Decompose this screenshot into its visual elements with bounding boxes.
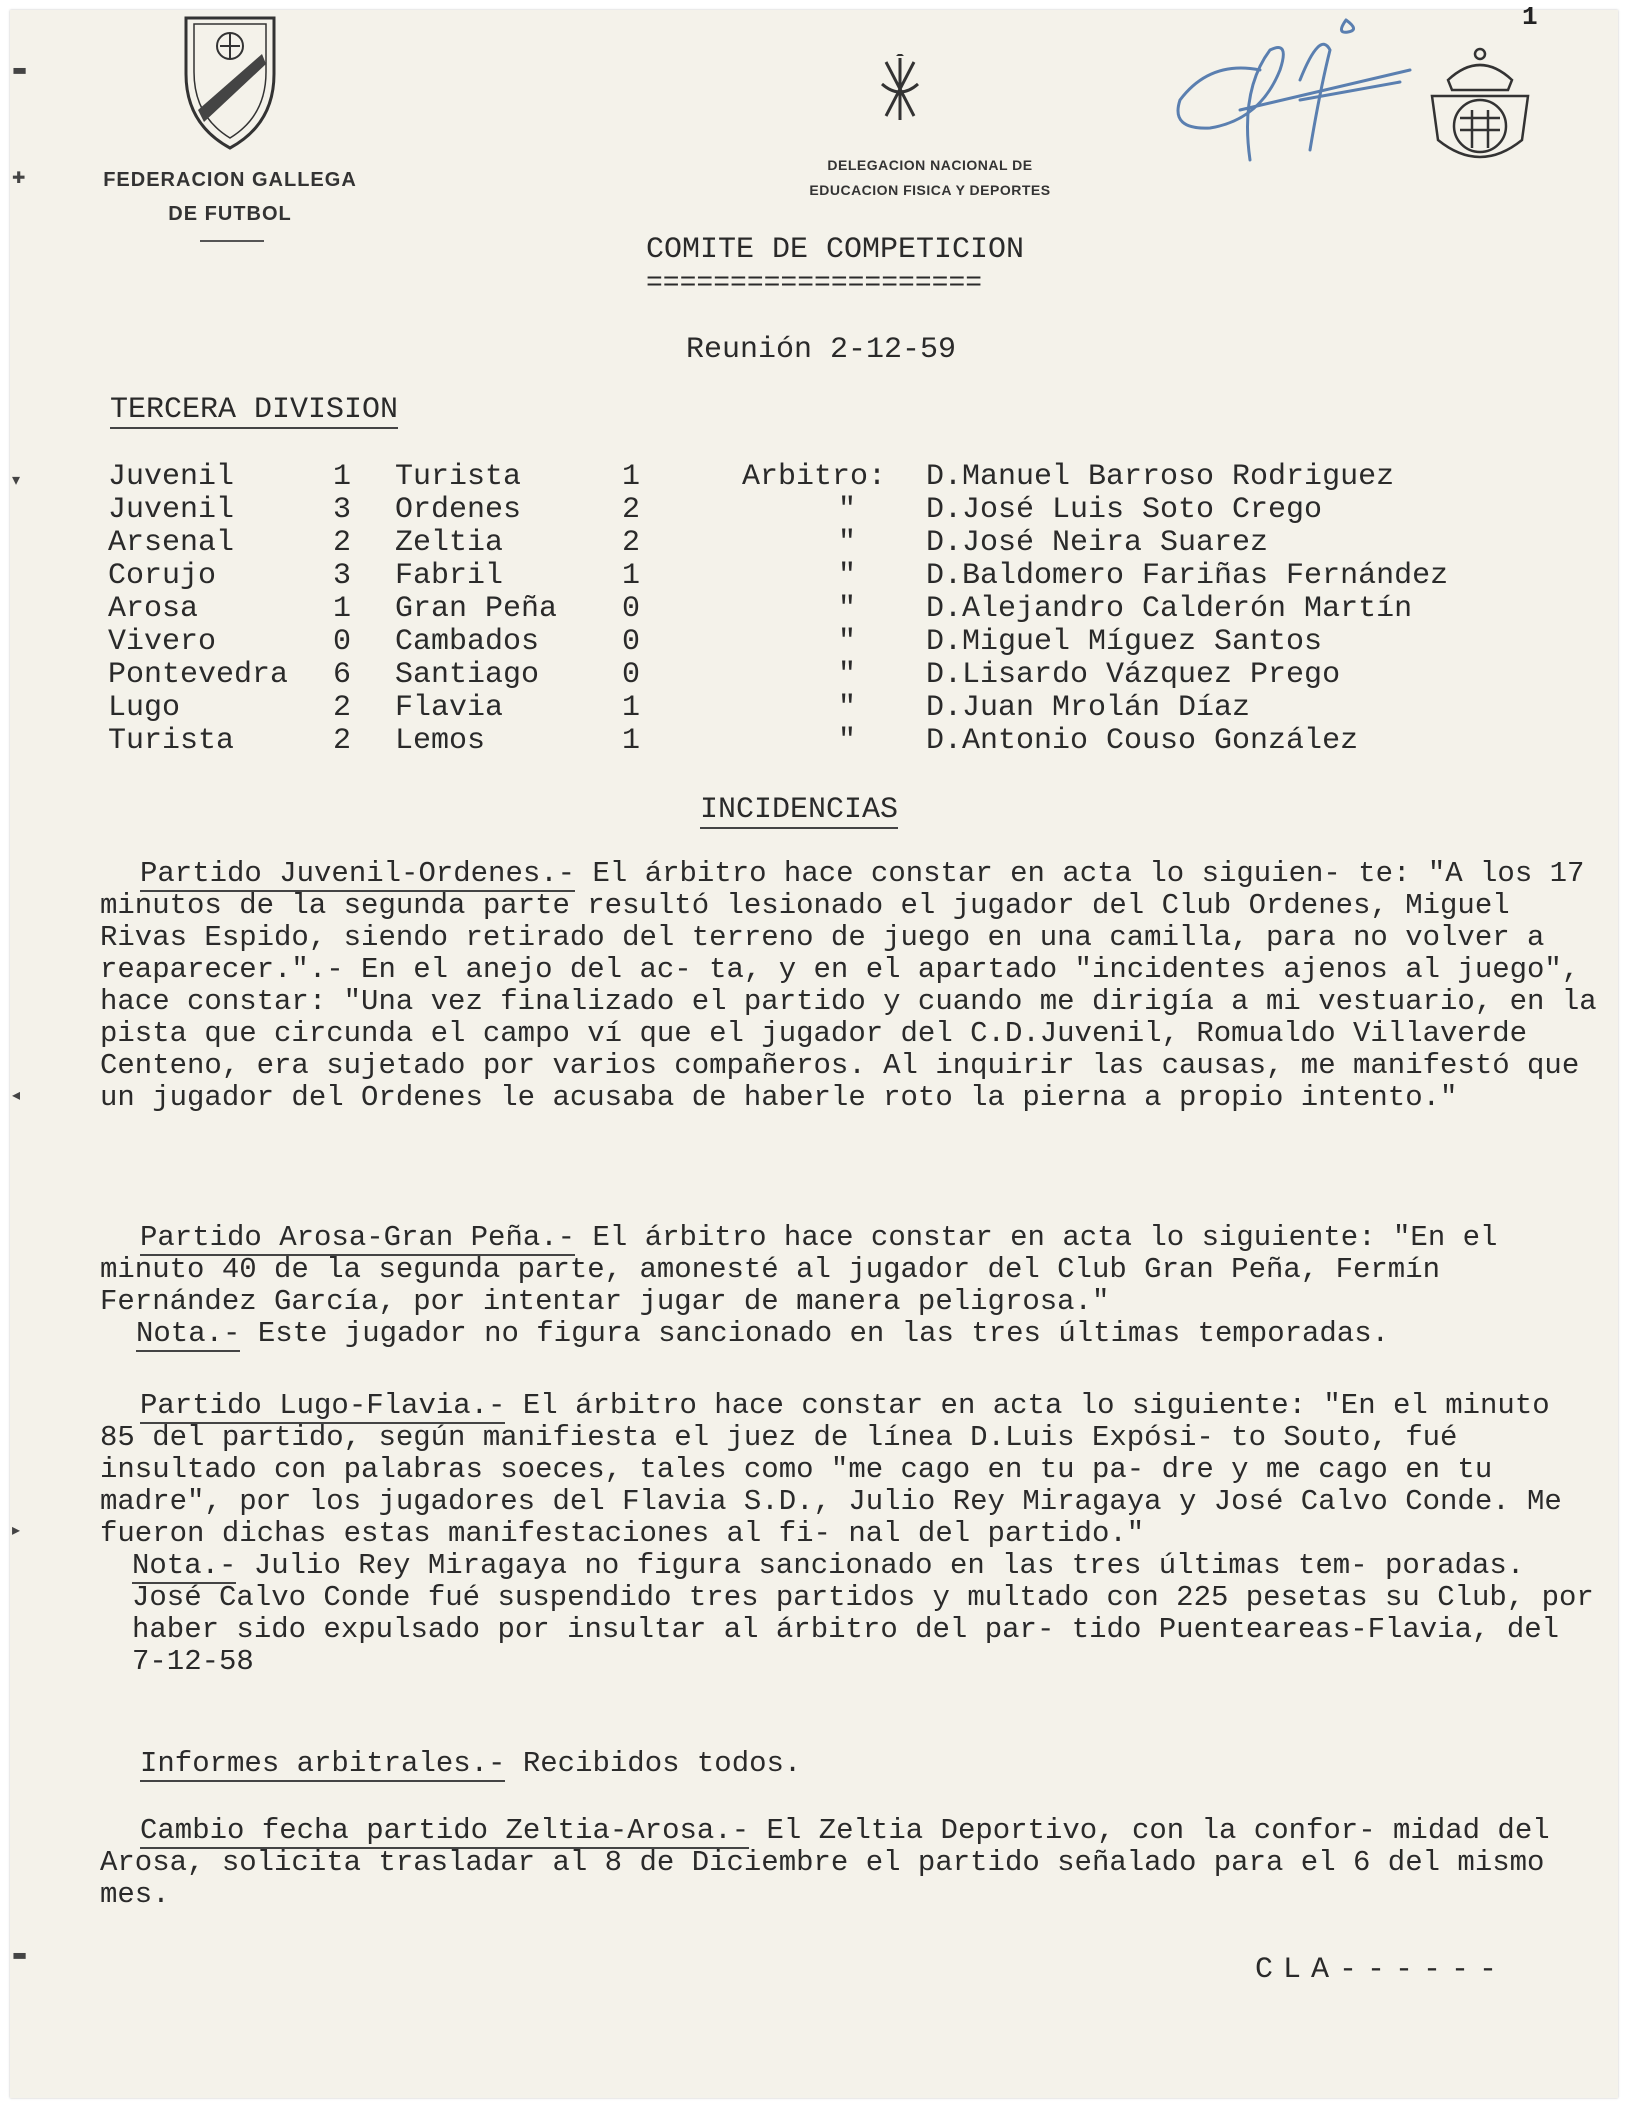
referee-label: " — [838, 691, 857, 725]
away-team: Santiago — [395, 658, 540, 692]
home-score: 1 — [333, 460, 352, 494]
page-number: 1 — [1522, 2, 1538, 32]
committee-title: COMITE DE COMPETICION — [646, 233, 1025, 267]
incident-text: El árbitro hace constar en acta lo siguiente: "En el minuto 40 de la segunda parte, amonesté al jugador del Club Gran Peña, Fermín Fernández García, por intentar jugar de manera peligrosa." — [100, 1221, 1498, 1318]
result-row — [0, 691, 1628, 724]
edge-mark: ◂ — [12, 1085, 21, 1104]
incidents-heading: INCIDENCIAS — [700, 793, 899, 827]
away-score: 0 — [622, 625, 641, 659]
home-team: Turista — [108, 724, 235, 758]
incident-date-change — [100, 1815, 1600, 1911]
incident-title: Informes arbitrales.- — [140, 1747, 506, 1780]
referee-label: " — [838, 526, 857, 560]
home-score: 3 — [333, 493, 352, 527]
incident-title: Partido Lugo-Flavia.- — [140, 1389, 506, 1422]
edge-mark: ▾ — [12, 470, 21, 489]
home-score: 6 — [333, 658, 352, 692]
delegation-name-line1: DELEGACION NACIONAL DE — [827, 157, 1033, 173]
referee-label: " — [838, 559, 857, 593]
referee-name: D.Lisardo Vázquez Prego — [926, 658, 1341, 692]
home-team: Vivero — [108, 625, 217, 659]
home-team: Lugo — [108, 691, 181, 725]
note-text: Este jugador no figura sancionado en las tres últimas temporadas. — [257, 1317, 1390, 1350]
title-rule: ==================== — [646, 268, 983, 299]
result-row — [0, 460, 1628, 493]
home-team: Juvenil — [108, 460, 235, 494]
edge-mark: ▬ — [12, 60, 28, 79]
referee-name: D.Baldomero Fariñas Fernández — [926, 559, 1449, 593]
home-team: Juvenil — [108, 493, 235, 527]
note-label: Nota.- — [132, 1549, 237, 1582]
incident-note — [100, 1550, 1600, 1678]
federation-divider — [200, 240, 264, 242]
referee-name: D.Antonio Couso González — [926, 724, 1359, 758]
referee-label: " — [838, 493, 857, 527]
handwritten-signature — [1150, 10, 1420, 185]
home-team: Arosa — [108, 592, 199, 626]
result-row — [0, 526, 1628, 559]
away-team: Cambados — [395, 625, 540, 659]
delegation-name-line2: EDUCACION FISICA Y DEPORTES — [809, 182, 1051, 198]
edge-mark: ▬ — [12, 1945, 28, 1964]
federation-name-line1: FEDERACION GALLEGA — [103, 169, 357, 191]
crowned-crest-logo — [1420, 40, 1540, 180]
result-row — [0, 592, 1628, 625]
away-team: Ordenes — [395, 493, 522, 527]
incident-title: Partido Juvenil-Ordenes.- — [140, 857, 576, 890]
home-score: 2 — [333, 724, 352, 758]
incident-text: Recibidos todos. — [522, 1747, 802, 1780]
yoke-arrows-emblem — [876, 54, 924, 124]
referee-name: D.Alejandro Calderón Martín — [926, 592, 1413, 626]
away-score: 1 — [622, 559, 641, 593]
incident-lugo-flavia — [100, 1390, 1600, 1678]
result-row — [0, 493, 1628, 526]
meeting-date: Reunión 2-12-59 — [686, 333, 957, 367]
edge-mark: ✚ — [12, 168, 26, 187]
edge-mark: ▸ — [12, 1520, 21, 1539]
away-score: 2 — [622, 493, 641, 527]
away-team: Lemos — [395, 724, 486, 758]
referee-label: " — [838, 724, 857, 758]
home-score: 0 — [333, 625, 352, 659]
incident-referee-reports — [100, 1748, 1600, 1780]
home-team: Corujo — [108, 559, 217, 593]
continuation-mark: CLA------ — [1255, 1953, 1508, 1987]
away-score: 2 — [622, 526, 641, 560]
referee-name: D.Miguel Míguez Santos — [926, 625, 1323, 659]
away-score: 1 — [622, 724, 641, 758]
incident-title: Cambio fecha partido Zeltia-Arosa.- — [140, 1814, 750, 1847]
result-row — [0, 559, 1628, 592]
referee-name: D.José Luis Soto Crego — [926, 493, 1323, 527]
away-score: 1 — [622, 691, 641, 725]
home-team: Arsenal — [108, 526, 235, 560]
federation-name — [80, 163, 380, 231]
results-table — [0, 460, 1628, 757]
division-heading: TERCERA DIVISION — [110, 393, 399, 427]
away-team: Fabril — [395, 559, 504, 593]
result-row — [0, 658, 1628, 691]
away-team: Flavia — [395, 691, 504, 725]
incident-text: El árbitro hace constar en acta lo siguien- te: "A los 17 minutos de la segunda parte resultó lesionado el jugador del Club Ordenes, Miguel Rivas Espido, siendo retirado del terreno de juego en una camilla, para no volver a reaparecer.".- En el anejo del ac- ta, y en el apartado "incidentes ajenos al juego", hace constar: "Una vez finalizado el partido y cuando me dirigía a mi vestuario, en la pista que circunda el campo ví que el jugador del C.D.Juvenil, Romualdo Villaverde Centeno, era sujetado por varios compañeros. Al inquirir las causas, me manifestó que un jugador del Ordenes le acusaba de haberle roto la pierna a propio intento." — [100, 857, 1597, 1114]
federation-name-line2: DE FUTBOL — [168, 203, 292, 225]
referee-label: Arbitro: — [742, 460, 887, 494]
referee-label: " — [838, 592, 857, 626]
away-score: 0 — [622, 658, 641, 692]
away-score: 1 — [622, 460, 641, 494]
incident-title: Partido Arosa-Gran Peña.- — [140, 1221, 576, 1254]
home-team: Pontevedra — [108, 658, 289, 692]
note-label: Nota.- — [136, 1317, 241, 1350]
referee-label: " — [838, 658, 857, 692]
home-score: 2 — [333, 691, 352, 725]
referee-name: D.Manuel Barroso Rodriguez — [926, 460, 1395, 494]
result-row — [0, 724, 1628, 757]
result-row — [0, 625, 1628, 658]
away-team: Turista — [395, 460, 522, 494]
incident-text: El árbitro hace constar en acta lo siguiente: "En el minuto 85 del partido, según manifiesta el juez de línea D.Luis Expósi- to Souto, fué insultado con palabras soeces, tales como "me cago en tu pa- dre y me cago en tu madre", por los jugadores del Flavia S.D., Julio Rey Miragaya y José Calvo Conde. Me fueron dichas estas manifestaciones al fi- nal del partido." — [100, 1389, 1562, 1550]
incident-arosa-granpena — [100, 1222, 1600, 1350]
federation-shield-logo — [180, 14, 280, 154]
note-text: Julio Rey Miragaya no figura sancionado en las tres últimas tem- poradas. José Calvo Conde fué suspendido tres partidos y multado con 225 pesetas su Club, por haber sido expulsado por insultar al árbitro del par- tido Puenteareas-Flavia, del 7-12-58 — [132, 1549, 1594, 1678]
referee-label: " — [838, 625, 857, 659]
incident-juvenil-ordenes — [100, 858, 1600, 1114]
home-score: 3 — [333, 559, 352, 593]
incident-text: El Zeltia Deportivo, con la confor- midad del Arosa, solicita trasladar al 8 de Diciembre el partido señalado para el 6 del mismo mes. — [100, 1814, 1550, 1911]
referee-name: D.José Neira Suarez — [926, 526, 1269, 560]
delegation-name — [750, 153, 1110, 203]
incident-note — [100, 1318, 1600, 1350]
away-team: Zeltia — [395, 526, 504, 560]
referee-name: D.Juan Mrolán Díaz — [926, 691, 1251, 725]
home-score: 1 — [333, 592, 352, 626]
home-score: 2 — [333, 526, 352, 560]
away-team: Gran Peña — [395, 592, 558, 626]
away-score: 0 — [622, 592, 641, 626]
